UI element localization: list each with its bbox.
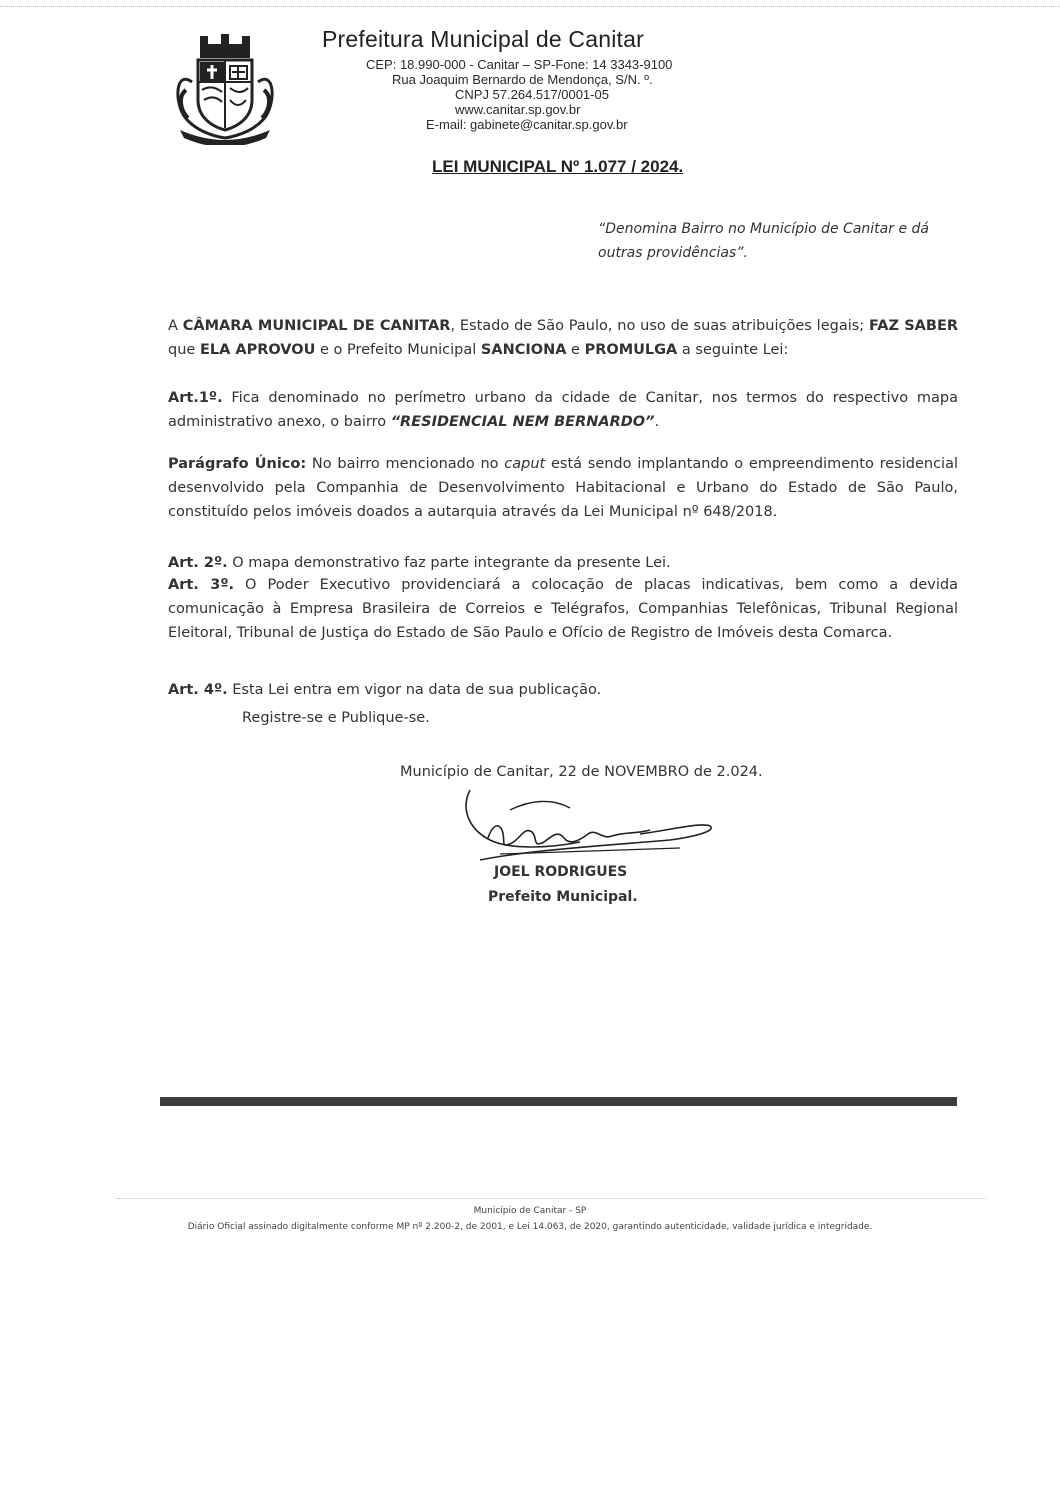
paragrafo-unico: Parágrafo Único: No bairro mencionado no caput está sendo implantando o empreendimento residencial desenvolvido pela Companhia de Desenvolvimento Habitacional e Urbano do Estado de São Paulo, constituído pelos imóveis doados a autarquia através da Lei Municipal nº 648/2018. (168, 456, 958, 520)
date-line: Município de Canitar, 22 de NOVEMBRO de 2.024. (400, 764, 763, 780)
footer-divider (116, 1198, 986, 1200)
article-2-label: Art. 2º. (168, 555, 228, 571)
heavy-separator-bar (160, 1097, 957, 1106)
law-summary-ementa: “Denomina Bairro no Município de Canitar e dá outras providências”. (598, 221, 929, 261)
paragrafo-unico-label: Parágrafo Único: (168, 456, 307, 472)
top-border-rule (0, 6, 1060, 8)
footer-digital-signature-note: Diário Oficial assinado digitalmente conforme MP nº 2.200-2, de 2001, e Lei 14.063, de 2020, garantindo autenticidade, validade jurídica e integridade. (187, 1222, 873, 1232)
letterhead-website: www.canitar.sp.gov.br (455, 102, 581, 117)
article-2: Art. 2º. O mapa demonstrativo faz parte integrante da presente Lei. (168, 555, 671, 571)
coat-of-arms-emblem (170, 30, 280, 145)
article-4: Art. 4º. Esta Lei entra em vigor na data de sua publicação. (168, 682, 602, 698)
article-1-label: Art.1º. (168, 390, 223, 406)
neighborhood-name: “RESIDENCIAL NEM BERNARDO” (390, 414, 655, 430)
footer-city: Município de Canitar - SP (473, 1206, 587, 1216)
letterhead-address: Rua Joaquim Bernardo de Mendonça, S/N. º. (392, 72, 653, 87)
letterhead-cep-phone: CEP: 18.990-000 - Canitar – SP-Fone: 14 3343-9100 (366, 57, 673, 72)
law-number-heading: LEI MUNICIPAL Nº 1.077 / 2024. (432, 157, 684, 176)
closing-formula: Registre-se e Publique-se. (242, 710, 430, 726)
article-3: Art. 3º. O Poder Executivo providenciará a colocação de placas indicativas, bem como a devida comunicação à Empresa Brasileira de Correios e Telégrafos, Companhias Telefônicas, Tribunal Regional Eleitoral, Tribunal de Justiça do Estado de São Paulo e Ofício de Registro de Imóveis desta Comarca. (168, 577, 959, 641)
signer-name: JOEL RODRIGUES (494, 864, 628, 880)
letterhead-email: E-mail: gabinete@canitar.sp.gov.br (426, 117, 628, 132)
article-1: Art.1º. Fica denominado no perímetro urbano da cidade de Canitar, nos termos do respectivo mapa administrativo anexo, o bairro “RESIDENCIAL NEM BERNARDO”. (168, 390, 958, 430)
letterhead-cnpj: CNPJ 57.264.517/0001-05 (455, 87, 609, 102)
article-3-label: Art. 3º. (168, 577, 235, 593)
signer-role: Prefeito Municipal. (488, 889, 638, 905)
intro-paragraph: A CÂMARA MUNICIPAL DE CANITAR, Estado de São Paulo, no uso de suas atribuições legais; FAZ SABER que ELA APROVOU e o Prefeito Municipal SANCIONA e PROMULGA a seguinte Lei: (168, 318, 959, 358)
letterhead-title: Prefeitura Municipal de Canitar (322, 26, 644, 52)
letterhead (322, 26, 742, 132)
article-4-label: Art. 4º. (168, 682, 228, 698)
